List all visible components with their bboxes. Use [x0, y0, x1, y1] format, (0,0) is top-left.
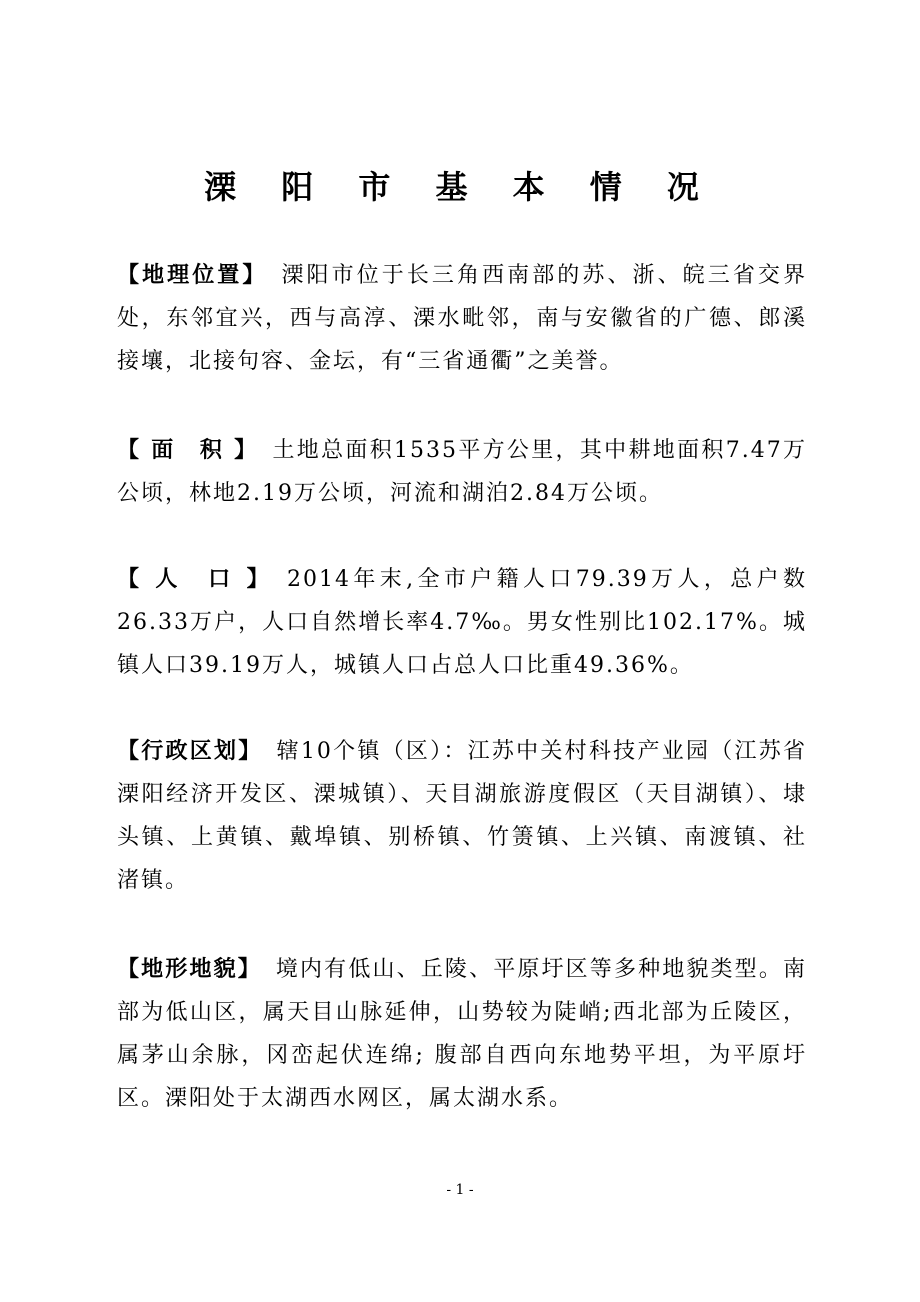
- section-label: 【 面 积 】: [117, 437, 259, 463]
- section-population: [117, 558, 807, 687]
- section-administrative-divisions: [117, 730, 807, 902]
- section-label: 【 人 口 】: [117, 566, 273, 592]
- section-label: 【地理位置】: [117, 262, 268, 288]
- section-geography: [117, 254, 807, 383]
- section-label: 【行政区划】: [117, 738, 263, 764]
- section-text: 辖10个镇（区）：江苏中关村科技产业园（江苏省溧阳经济开发区、溧城镇）、天目湖旅游度假区（天目湖镇）、埭头镇、上黄镇、戴埠镇、别桥镇、竹箦镇、上兴镇、南渡镇、社渚镇。: [117, 739, 807, 893]
- section-text: 境内有低山、丘陵、平原圩区等多种地貌类型。南部为低山区，属天目山脉延伸，山势较为陡峭;西北部为丘陵区，属茅山余脉，冈峦起伏连绵; 腹部自西向东地势平坦，为平原圩区。溧阳处于太湖西水网区，属太湖水系。: [117, 957, 807, 1111]
- section-terrain: [117, 948, 807, 1120]
- section-text: 2014年末,全市户籍人口79.39万人，总户数26.33万户，人口自然增长率4.7‰。男女性别比102.17%。城镇人口39.19万人，城镇人口占总人口比重49.36%。: [117, 567, 807, 678]
- section-area: [117, 429, 807, 515]
- document-title: 溧 阳 市 基 本 情 况: [204, 168, 716, 206]
- section-text: 溧阳市位于长三角西南部的苏、浙、皖三省交界处，东邻宜兴，西与高淳、溧水毗邻，南与安徽省的广德、郎溪接壤，北接句容、金坛，有“三省通衢”之美誉。: [117, 263, 807, 374]
- section-label: 【地形地貌】: [117, 956, 262, 982]
- section-text: 土地总面积1535平方公里，其中耕地面积7.47万公顷，林地2.19万公顷，河流和湖泊2.84万公顷。: [117, 438, 807, 506]
- page-number: - 1 -: [446, 1182, 474, 1198]
